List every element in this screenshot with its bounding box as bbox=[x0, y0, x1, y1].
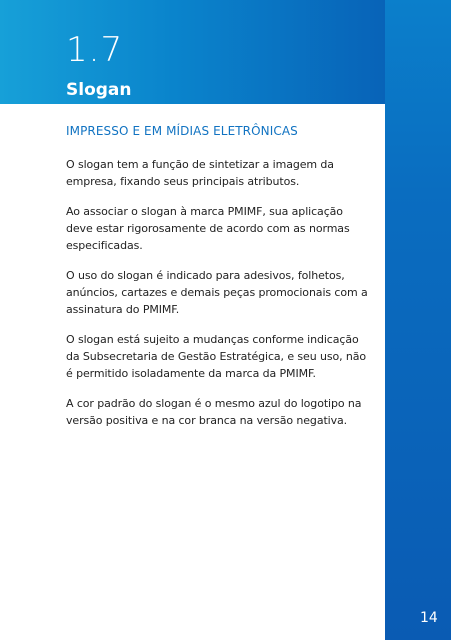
section-title: Slogan bbox=[66, 80, 132, 100]
subheading: IMPRESSO E EM MÍDIAS ELETRÔNICAS bbox=[66, 124, 298, 138]
main-content bbox=[66, 124, 371, 442]
page-number: 14 bbox=[420, 610, 438, 626]
section-header-band bbox=[0, 0, 385, 104]
section-number: 1.7 bbox=[66, 30, 124, 70]
paragraph-association: Ao associar o slogan à marca PMIMF, sua aplicação deve estar rigorosamente de acordo com as normas especificadas. bbox=[66, 205, 350, 252]
side-color-bar bbox=[385, 0, 451, 640]
paragraph-usage: O uso do slogan é indicado para adesivos, folhetos, anúncios, cartazes e demais peças promocionais com a assinatura do PMIMF. bbox=[66, 269, 368, 316]
paragraph-function: O slogan tem a função de sintetizar a imagem da empresa, fixando seus principais atributos. bbox=[66, 158, 334, 188]
paragraph-color: A cor padrão do slogan é o mesmo azul do logotipo na versão positiva e na cor branca na versão negativa. bbox=[66, 397, 362, 427]
paragraph-changes: O slogan está sujeito a mudanças conforme indicação da Subsecretaria de Gestão Estratégica, e seu uso, não é permitido isoladamente da marca da PMIMF. bbox=[66, 333, 367, 380]
